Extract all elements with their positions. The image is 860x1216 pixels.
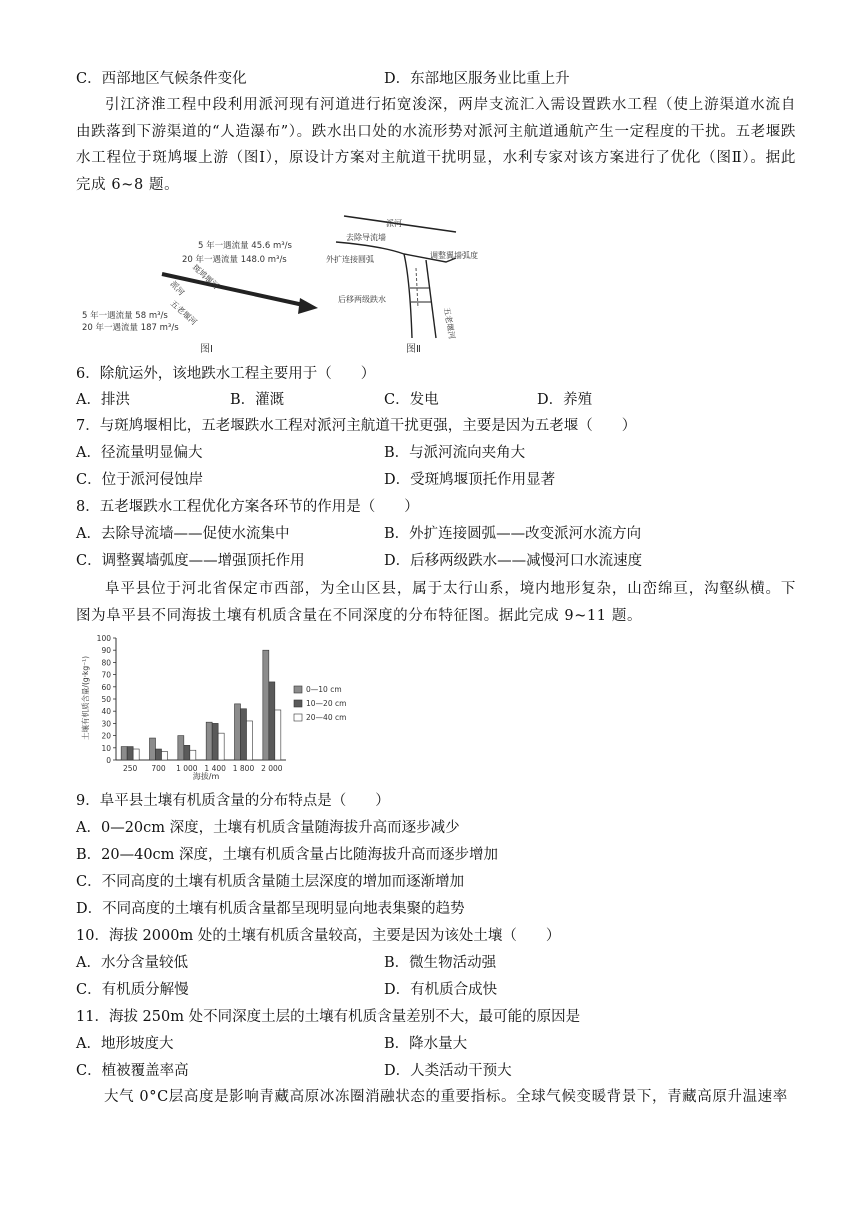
chart-bar-3 — [190, 750, 196, 760]
chart-x-tick-label: 1 400 — [204, 764, 226, 773]
q6-option-a: A．排洪 — [76, 392, 130, 408]
q11-option-d: D．人类活动干预大 — [384, 1063, 512, 1079]
fig1-banjiu-label: 斑鸠堰河 — [190, 262, 221, 291]
q7-option-a: A．径流量明显偏大 — [76, 445, 203, 461]
chart-bar-1 — [235, 704, 241, 760]
q10-option-d: D．有机质合成快 — [384, 982, 498, 998]
chart-y-tick-label: 0 — [106, 756, 111, 765]
chart-y-tick-label: 90 — [101, 646, 111, 656]
chart-legend-swatch — [294, 686, 302, 693]
q11-option-b: B．降水量大 — [384, 1036, 468, 1052]
chart-y-tick-label: 70 — [101, 670, 111, 680]
q7-option-b: B．与派河流向夹角大 — [384, 445, 526, 461]
fig2-wulao-label: 五老堰河 — [442, 306, 457, 340]
chart-bar-3 — [275, 710, 281, 760]
chart-legend-label: 0—10 cm — [306, 685, 342, 694]
wulao-bank-right — [426, 260, 436, 338]
q9-option-c: C．不同高度的土壤有机质含量随土层深度的增加而逐渐增加 — [76, 874, 465, 890]
chart-y-axis-label: 土壤有机质含量/(g·kg⁻¹) — [81, 655, 90, 741]
q10-stem: 10．海拔 2000m 处的土壤有机质含量较高，主要是因为该处土壤（ ） — [76, 928, 561, 944]
q9-option-b: B．20—40cm 深度，土壤有机质含量占比随海拔升高而逐步增加 — [76, 847, 499, 863]
q8-option-c: C．调整翼墙弧度——增强顶托作用 — [76, 553, 305, 569]
q11-option-a: A．地形坡度大 — [76, 1036, 174, 1052]
q7-stem: 7．与斑鸠堰相比，五老堰跌水工程对派河主航道干扰更强，主要是因为五老堰（ ） — [76, 418, 637, 434]
chart-bar-2 — [184, 745, 190, 760]
paihe-arrow-head — [298, 298, 318, 314]
chart-bar-2 — [212, 723, 218, 760]
q8-stem: 8．五老堰跌水工程优化方案各环节的作用是（ ） — [76, 499, 419, 515]
chart-legend-label: 20—40 cm — [306, 713, 347, 722]
chart-bar-2 — [156, 749, 162, 760]
q10-option-b: B．微生物活动强 — [384, 955, 497, 971]
q10-option-a: A．水分含量较低 — [76, 955, 188, 971]
chart-bar-2 — [127, 747, 133, 760]
chart-x-tick-label: 700 — [151, 764, 166, 773]
q11-stem: 11．海拔 250m 处不同深度土层的土壤有机质含量差别不大，最可能的原因是 — [76, 1009, 581, 1025]
q5-option-c: C．西部地区气候条件变化 — [76, 71, 247, 87]
fig1-wulao-label: 五老堰河 — [168, 298, 199, 327]
chart-legend-swatch — [294, 714, 302, 721]
chart-bar-1 — [121, 747, 127, 760]
organic-matter-bar-chart — [76, 632, 366, 782]
chart-y-tick-label: 80 — [101, 658, 111, 668]
fig1-top-label-2: 20 年一遇流量 148.0 m³/s — [182, 255, 287, 265]
fig1-bottom-label-1: 5 年一遇流量 58 m³/s — [82, 311, 168, 321]
chart-bar-2 — [241, 709, 247, 760]
intro-paragraph-next: 大气 0°C层高度是影响青藏高原冰冻圈消融状态的重要指标。全球气候变暖背景下，青藏高原升温速率 — [104, 1089, 788, 1105]
fig2-caption: 图Ⅱ — [406, 344, 421, 355]
fig1-paihe-label: 派河 — [168, 279, 186, 298]
q6-option-c: C．发电 — [384, 392, 439, 408]
chart-y-tick-label: 10 — [101, 743, 111, 753]
q10-option-c: C．有机质分解慢 — [76, 982, 189, 998]
wulao-bank-left — [404, 254, 412, 338]
chart-bar-1 — [206, 722, 212, 760]
drop-lines — [410, 288, 432, 302]
q6-option-d: D．养殖 — [537, 392, 593, 408]
fig2-remove-wall-label: 去除导流墙 — [346, 233, 386, 242]
fig2-adjust-wing-label: 调整翼墙弧度 — [430, 251, 478, 260]
chart-legend-swatch — [294, 700, 302, 707]
chart-x-tick-label: 2 000 — [261, 764, 283, 773]
q8-option-d: D．后移两级跌水——减慢河口水流速度 — [384, 553, 643, 569]
figure-2-diagram — [326, 210, 498, 358]
q9-option-d: D．不同高度的土壤有机质含量都呈现明显向地表集聚的趋势 — [76, 901, 465, 917]
fig2-paihe-label: 派河 — [386, 219, 402, 228]
chart-x-tick-label: 1 000 — [176, 764, 198, 773]
chart-y-tick-label: 30 — [101, 719, 111, 729]
q11-option-c: C．植被覆盖率高 — [76, 1063, 189, 1079]
chart-bar-1 — [150, 738, 156, 760]
intro-paragraph-6-8: 引江济淮工程中段利用派河现有河道进行拓宽浚深，两岸支流汇入需设置跌水工程（使上游渠道水流自由跌落到下游渠道的“人造瀑布”）。跌水出口处的水流形势对派河主航道通航产生一定程度的干扰。五老堰跌水工程位于斑鸠堰上游（图Ⅰ），原设计方案对主航道干扰明显，水利专家对该方案进行了优化（图Ⅱ）。据此完成 6~8 题。 — [76, 97, 796, 193]
chart-bar-3 — [247, 721, 253, 760]
chart-x-tick-label: 250 — [123, 764, 138, 773]
chart-bar-1 — [178, 736, 184, 760]
chart-y-tick-label: 100 — [96, 634, 111, 643]
figure-1-map — [82, 232, 342, 356]
q6-stem: 6．除航运外，该地跌水工程主要用于（ ） — [76, 366, 376, 382]
chart-x-tick-label: 1 800 — [232, 764, 255, 773]
chart-bar-1 — [263, 650, 269, 760]
q9-stem: 9．阜平县土壤有机质含量的分布特点是（ ） — [76, 793, 390, 809]
intro-paragraph-9-11: 阜平县位于河北省保定市西部，为全山区县，属于太行山系，境内地形复杂，山峦绵亘，沟壑纵横。下图为阜平县不同海拔土壤有机质含量在不同深度的分布特征图。据此完成 9~11 题。 — [76, 581, 796, 624]
fig2-expand-arc-label: 外扩连接圆弧 — [326, 255, 374, 264]
fig1-top-label-1: 5 年一遇流量 45.6 m³/s — [198, 241, 292, 251]
chart-bar-2 — [269, 682, 275, 760]
q5-option-d: D．东部地区服务业比重上升 — [384, 71, 570, 87]
q7-option-c: C．位于派河侵蚀岸 — [76, 472, 204, 488]
chart-y-tick-label: 50 — [101, 695, 111, 704]
q7-option-d: D．受斑鸠堰顶托作用显著 — [384, 472, 556, 488]
chart-bar-3 — [218, 733, 224, 760]
chart-legend-label: 10—20 cm — [306, 699, 347, 708]
q8-option-b: B．外扩连接圆弧——改变派河水流方向 — [384, 526, 642, 542]
chart-y-tick-label: 20 — [101, 731, 111, 741]
chart-bar-3 — [162, 751, 168, 760]
q9-option-a: A．0—20cm 深度，土壤有机质含量随海拔升高而逐步减少 — [76, 820, 460, 836]
fig1-bottom-label-2: 20 年一遇流量 187 m³/s — [82, 323, 179, 333]
chart-x-axis-label: 海拔/m — [192, 772, 220, 781]
q8-option-a: A．去除导流墙——促使水流集中 — [76, 526, 290, 542]
chart-bar-3 — [133, 749, 139, 760]
chart-y-tick-label: 40 — [101, 707, 111, 717]
chart-y-tick-label: 60 — [101, 682, 111, 692]
fig2-move-back-label: 后移两级跌水 — [338, 295, 386, 304]
q6-option-b: B．灌溉 — [230, 392, 285, 408]
fig1-caption: 图Ⅰ — [200, 344, 213, 355]
